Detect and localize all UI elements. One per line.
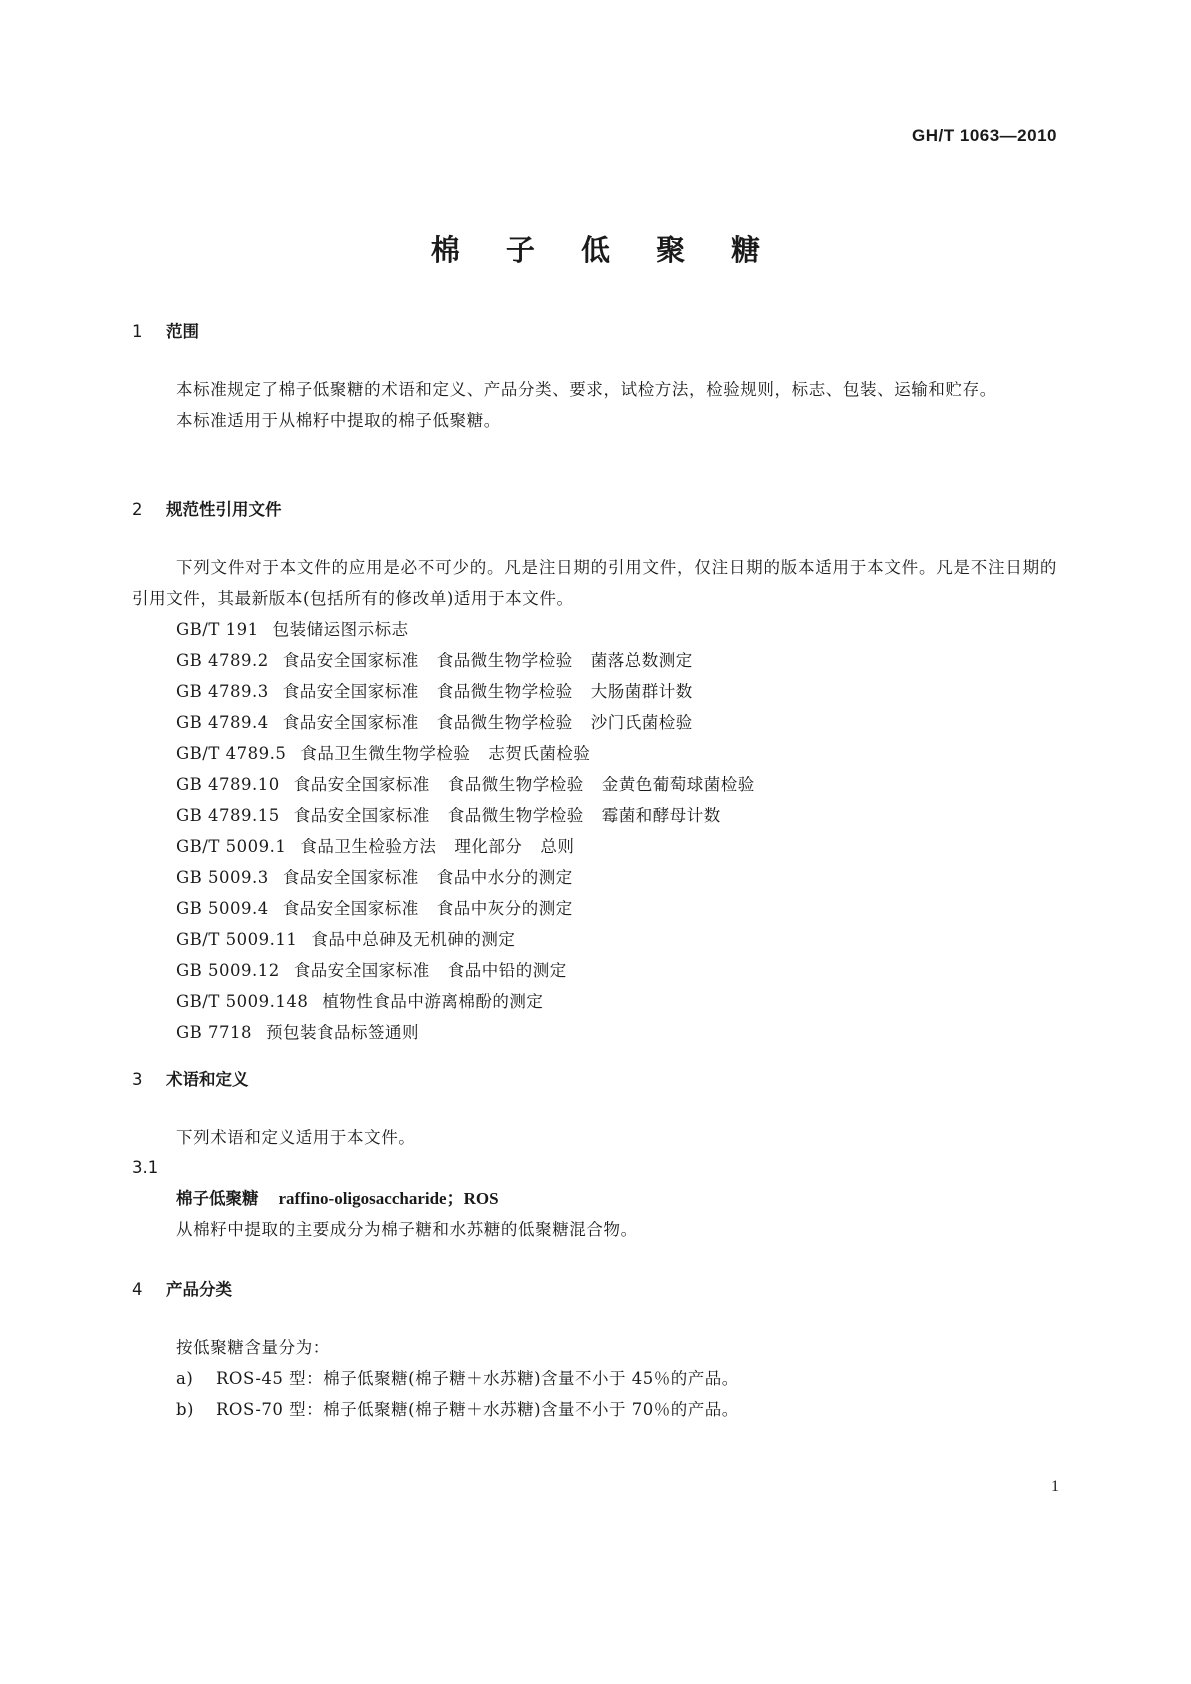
reference-code: GB 5009.3 bbox=[176, 868, 269, 887]
section-heading bbox=[132, 1278, 1057, 1302]
reference-title-part: 沙门氏菌检验 bbox=[590, 713, 693, 732]
reference-title-part: 食品卫生微生物学检验 bbox=[300, 744, 471, 763]
reference-code: GB/T 5009.11 bbox=[176, 930, 298, 949]
reference-title-part: 预包装食品标签通则 bbox=[266, 1023, 420, 1042]
reference-title-part: 霉菌和酵母计数 bbox=[601, 806, 721, 825]
reference-title-part: 总则 bbox=[540, 837, 575, 856]
list-item bbox=[132, 1363, 1057, 1394]
reference-title-part: 食品中灰分的测定 bbox=[436, 899, 573, 918]
reference-title-part: 志贺氏菌检验 bbox=[488, 744, 591, 763]
reference-title-part: 大肠菌群计数 bbox=[590, 682, 693, 701]
reference-code: GB/T 5009.148 bbox=[176, 992, 309, 1011]
reference-code: GB/T 191 bbox=[176, 620, 259, 639]
reference-title-part: 食品微生物学检验 bbox=[447, 775, 584, 794]
reference-item bbox=[132, 645, 1057, 676]
reference-title-part: 食品微生物学检验 bbox=[447, 806, 584, 825]
document-title: 棉 子 低 聚 糖 bbox=[430, 233, 779, 267]
term-definition: 从棉籽中提取的主要成分为棉子糖和水苏糖的低聚糖混合物。 bbox=[176, 1220, 638, 1239]
reference-item bbox=[132, 893, 1057, 924]
reference-code: GB 7718 bbox=[176, 1023, 253, 1042]
section-normative-references bbox=[132, 498, 1057, 1048]
reference-item bbox=[132, 831, 1057, 862]
reference-title-part: 食品安全国家标准 bbox=[282, 713, 419, 732]
reference-code: GB 5009.12 bbox=[176, 961, 280, 980]
reference-title-part: 食品安全国家标准 bbox=[293, 775, 430, 794]
reference-title-part: 食品安全国家标准 bbox=[293, 961, 430, 980]
reference-title-part: 食品中水分的测定 bbox=[436, 868, 573, 887]
reference-code: GB 4789.3 bbox=[176, 682, 269, 701]
section-heading bbox=[132, 498, 1057, 522]
reference-title-part: 食品安全国家标准 bbox=[282, 682, 419, 701]
section-heading bbox=[132, 1068, 1057, 1092]
section-scope bbox=[132, 320, 1057, 436]
list-text: ROS-70 型：棉子低聚糖(棉子糖＋水苏糖)含量不小于 70％的产品。 bbox=[216, 1400, 739, 1419]
reference-item bbox=[132, 738, 1057, 769]
reference-title-part: 食品安全国家标准 bbox=[282, 899, 419, 918]
section-title: 规范性引用文件 bbox=[166, 500, 282, 519]
reference-title-part: 食品微生物学检验 bbox=[436, 713, 573, 732]
term-entry bbox=[132, 1183, 1057, 1214]
reference-item bbox=[132, 769, 1057, 800]
reference-item bbox=[132, 955, 1057, 986]
section-number: 2 bbox=[132, 500, 143, 519]
term-english: raffino-oligosaccharide；ROS bbox=[278, 1189, 499, 1208]
reference-title-part: 食品微生物学检验 bbox=[436, 682, 573, 701]
reference-title-part: 食品安全国家标准 bbox=[282, 651, 419, 670]
section-number: 1 bbox=[132, 322, 143, 341]
reference-item bbox=[132, 924, 1057, 955]
section-product-classification bbox=[132, 1278, 1057, 1425]
paragraph: 本标准规定了棉子低聚糖的术语和定义、产品分类、要求，试检方法，检验规则，标志、包装、运输和贮存。 bbox=[176, 380, 997, 399]
standard-number: GH/T 1063—2010 bbox=[912, 126, 1057, 145]
term-chinese: 棉子低聚糖 bbox=[176, 1189, 259, 1208]
paragraph: 下列术语和定义适用于本文件。 bbox=[176, 1128, 416, 1147]
section-number: 4 bbox=[132, 1280, 143, 1299]
reference-title-part: 菌落总数测定 bbox=[590, 651, 693, 670]
reference-title-part: 食品安全国家标准 bbox=[282, 868, 419, 887]
reference-title-part: 食品安全国家标准 bbox=[293, 806, 430, 825]
reference-code: GB 4789.15 bbox=[176, 806, 280, 825]
reference-item bbox=[132, 986, 1057, 1017]
section-title: 范围 bbox=[166, 322, 199, 341]
section-terms-definitions bbox=[132, 1068, 1057, 1245]
reference-title-part: 包装储运图示标志 bbox=[272, 620, 409, 639]
reference-item bbox=[132, 614, 1057, 645]
reference-item bbox=[132, 862, 1057, 893]
reference-list bbox=[132, 614, 1057, 1048]
reference-title-part: 食品中铅的测定 bbox=[447, 961, 567, 980]
reference-code: GB 5009.4 bbox=[176, 899, 269, 918]
section-title: 术语和定义 bbox=[166, 1070, 249, 1089]
reference-title-part: 食品微生物学检验 bbox=[436, 651, 573, 670]
list-marker: b) bbox=[176, 1400, 194, 1419]
page-number: 1 bbox=[1051, 1478, 1059, 1495]
reference-code: GB/T 5009.1 bbox=[176, 837, 287, 856]
reference-title-part: 金黄色葡萄球菌检验 bbox=[601, 775, 755, 794]
reference-title-part: 植物性食品中游离棉酚的测定 bbox=[322, 992, 544, 1011]
reference-code: GB 4789.4 bbox=[176, 713, 269, 732]
reference-code: GB/T 4789.5 bbox=[176, 744, 287, 763]
section-heading bbox=[132, 320, 1057, 344]
paragraph: 按低聚糖含量分为： bbox=[176, 1338, 330, 1357]
reference-title-part: 理化部分 bbox=[454, 837, 523, 856]
reference-code: GB 4789.2 bbox=[176, 651, 269, 670]
reference-title-part: 食品卫生检验方法 bbox=[300, 837, 437, 856]
reference-item bbox=[132, 800, 1057, 831]
clause-number: 3.1 bbox=[132, 1158, 159, 1177]
reference-item bbox=[132, 1017, 1057, 1048]
section-title: 产品分类 bbox=[166, 1280, 232, 1299]
section-number: 3 bbox=[132, 1070, 143, 1089]
list-text: ROS-45 型：棉子低聚糖(棉子糖＋水苏糖)含量不小于 45％的产品。 bbox=[216, 1369, 739, 1388]
paragraph: 本标准适用于从棉籽中提取的棉子低聚糖。 bbox=[176, 411, 501, 430]
reference-code: GB 4789.10 bbox=[176, 775, 280, 794]
reference-item bbox=[132, 676, 1057, 707]
reference-title-part: 食品中总砷及无机砷的测定 bbox=[311, 930, 516, 949]
reference-item bbox=[132, 707, 1057, 738]
paragraph: 下列文件对于本文件的应用是必不可少的。凡是注日期的引用文件，仅注日期的版本适用于本文件。凡是不注日期的引用文件，其最新版本(包括所有的修改单)适用于本文件。 bbox=[132, 558, 1057, 608]
list-item bbox=[132, 1394, 1057, 1425]
list-marker: a) bbox=[176, 1369, 194, 1388]
